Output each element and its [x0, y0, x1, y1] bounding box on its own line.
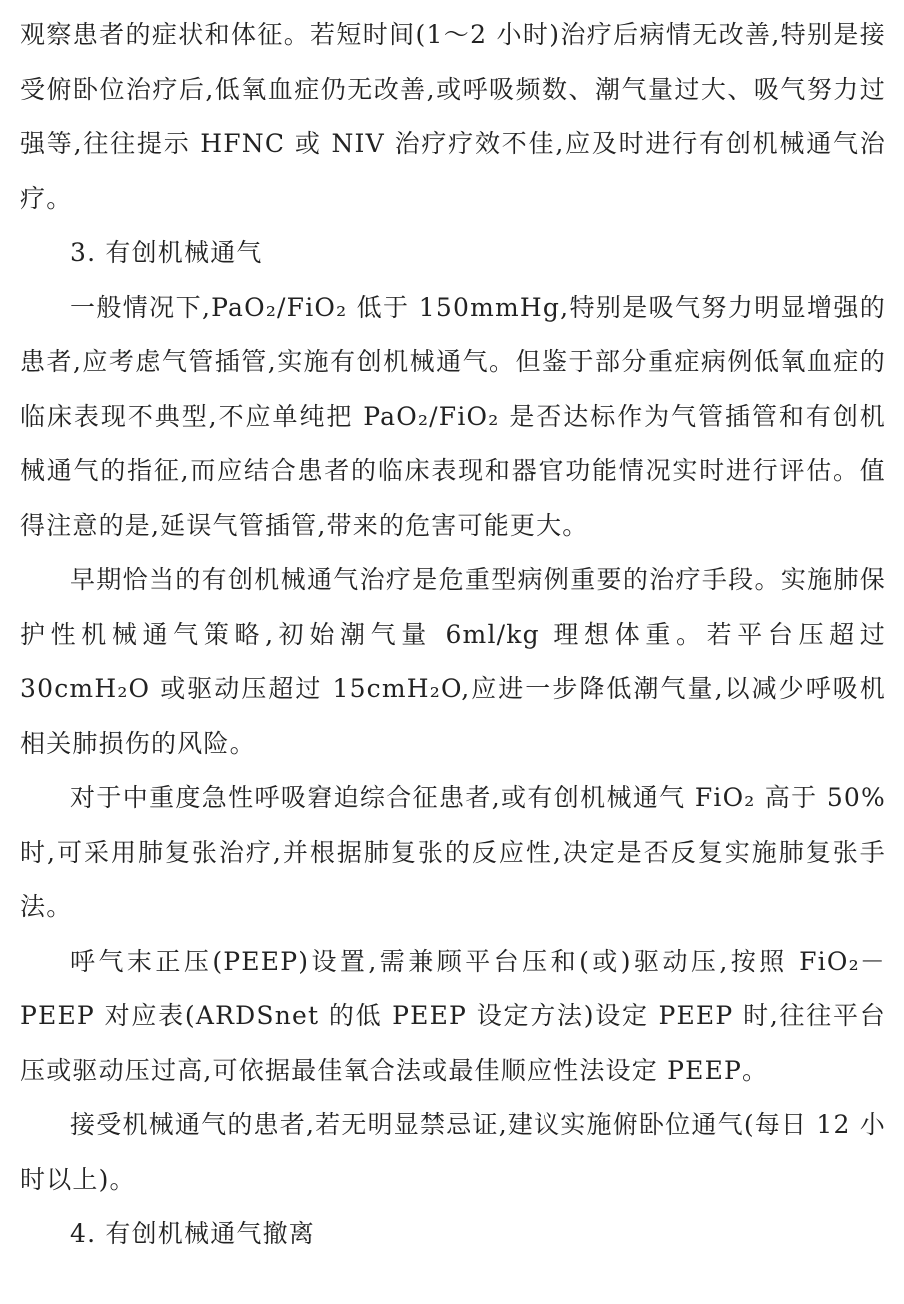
paragraph-peep-setting: 呼气末正压(PEEP)设置,需兼顾平台压和(或)驱动压,按照 FiO₂－PEEP 对应表(ARDSnet 的低 PEEP 设定方法)设定 PEEP 时,往往平台压或驱动压过高,可依据最佳氧合法或最佳顺应性法设定 PEEP。	[20, 946, 886, 1085]
section-heading-weaning: 4. 有创机械通气撤离	[70, 1219, 316, 1248]
paragraph-lung-recruitment: 对于中重度急性呼吸窘迫综合征患者,或有创机械通气 FiO₂ 高于 50%时,可采用肺复张治疗,并根据肺复张的反应性,决定是否反复实施肺复张手法。	[20, 783, 886, 921]
paragraph-intubation-criteria: 一般情况下,PaO₂/FiO₂ 低于 150mmHg,特别是吸气努力明显增强的患者,应考虑气管插管,实施有创机械通气。但鉴于部分重症病例低氧血症的临床表现不典型,不应单纯把 PaO₂/FiO₂ 是否达标作为气管插管和有创机械通气的指征,而应结合患者的临床表现和器官功能情况实时进行评估。值得注意的是,延误气管插管,带来的危害可能更大。	[20, 292, 886, 540]
paragraph-prone-ventilation: 接受机械通气的患者,若无明显禁忌证,建议实施俯卧位通气(每日 12 小时以上)。	[20, 1110, 886, 1194]
section-heading-invasive-ventilation: 3. 有创机械通气	[70, 238, 263, 267]
document-page	[20, 8, 886, 1262]
paragraph-hfnc-niv-evaluation: 观察患者的症状和体征。若短时间(1～2 小时)治疗后病情无改善,特别是接受俯卧位治疗后,低氧血症仍无改善,或呼吸频数、潮气量过大、吸气努力过强等,往往提示 HFNC 或 NIV 治疗疗效不佳,应及时进行有创机械通气治疗。	[20, 20, 886, 213]
paragraph-lung-protective-strategy: 早期恰当的有创机械通气治疗是危重型病例重要的治疗手段。实施肺保护性机械通气策略,初始潮气量 6ml/kg 理想体重。若平台压超过 30cmH₂O 或驱动压超过 15cmH₂O,应进一步降低潮气量,以减少呼吸机相关肺损伤的风险。	[20, 565, 886, 758]
